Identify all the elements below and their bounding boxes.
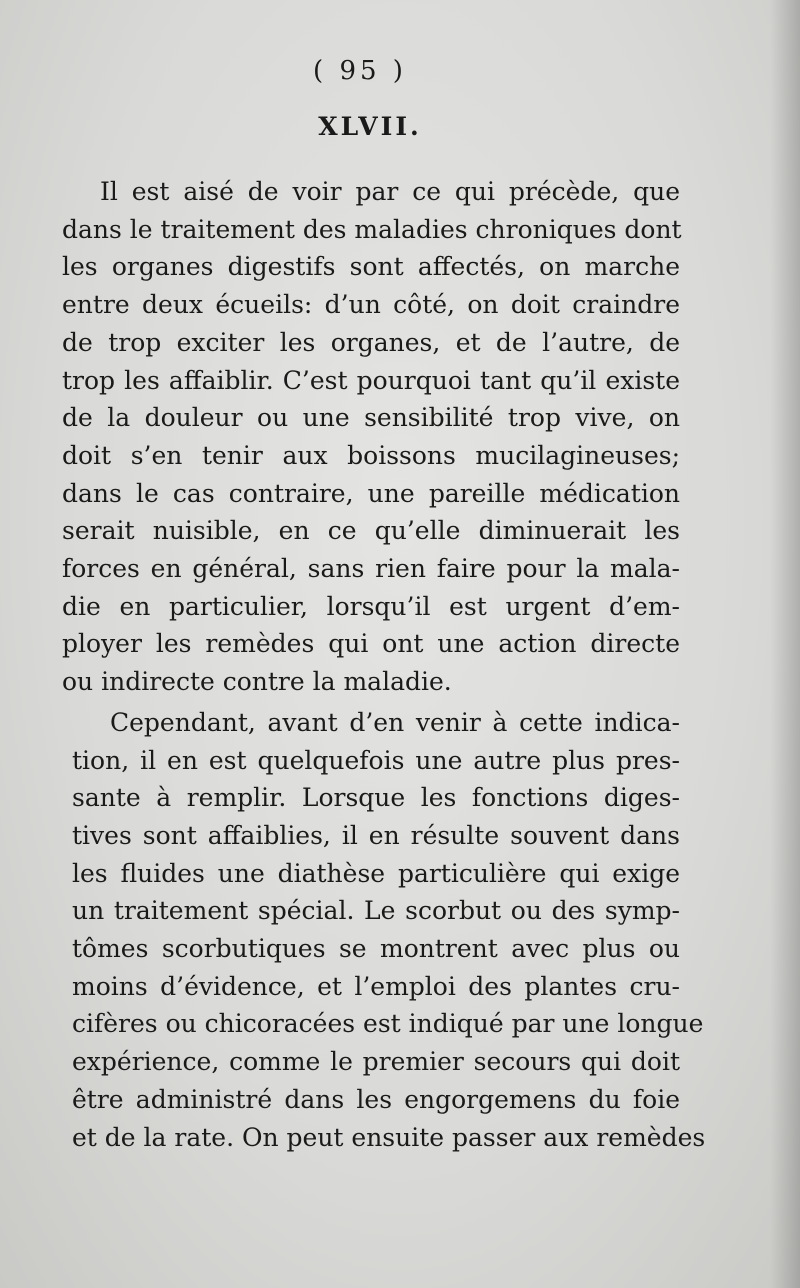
text-line: doit s’en tenir aux boissons mucilagineuses;	[62, 440, 680, 470]
text-line: être administré dans les engorgemens du foie	[72, 1084, 680, 1114]
text-line: serait nuisible, en ce qu’elle diminuerait les	[62, 516, 680, 546]
paragraph-2	[62, 704, 706, 1156]
body-text	[62, 173, 706, 1156]
text-line: dans le traitement des maladies chroniques dont	[62, 214, 682, 244]
text-line: ployer les remèdes qui ont une action directe	[62, 629, 680, 659]
text-line: trop les affaiblir. C’est pourquoi tant qu’il existe	[62, 365, 680, 395]
text-line: les organes digestifs sont affectés, on marche	[62, 252, 680, 282]
text-line: Il est aisé de voir par ce qui précède, que	[100, 177, 680, 206]
chapter-heading: XLVII.	[318, 112, 422, 141]
text-line: forces en général, sans rien faire pour la mala-	[62, 554, 680, 584]
text-line: de trop exciter les organes, et de l’autre, de	[62, 327, 680, 357]
text-line: un traitement spécial. Le scorbut ou des symp-	[72, 896, 680, 926]
text-line: et de la rate. On peut ensuite passer aux remèdes	[72, 1122, 706, 1152]
text-line: cifères ou chicoracées est indiqué par une longue	[72, 1009, 704, 1039]
text-line: tion, il en est quelquefois une autre plus pres-	[72, 745, 680, 775]
page-number: ( 95 )	[313, 56, 407, 86]
paragraph-1	[62, 173, 680, 701]
text-line: dans le cas contraire, une pareille médication	[62, 478, 680, 508]
text-line: les fluides une diathèse particulière qui exige	[72, 858, 680, 888]
text-line: moins d’évidence, et l’emploi des plantes cru-	[72, 971, 680, 1001]
text-line: de la douleur ou une sensibilité trop vive, on	[62, 403, 680, 433]
text-line: ou indirecte contre la maladie.	[62, 667, 452, 697]
text-line: expérience, comme le premier secours qui doit	[72, 1047, 680, 1077]
text-line: Cependant, avant d’en venir à cette indica-	[110, 707, 680, 737]
text-line: tômes scorbutiques se montrent avec plus ou	[72, 934, 680, 964]
text-line: sante à remplir. Lorsque les fonctions diges-	[72, 783, 680, 813]
text-line: die en particulier, lorsqu’il est urgent d’em-	[62, 591, 680, 621]
page-edge-shadow	[770, 0, 800, 1288]
text-line: entre deux écueils: d’un côté, on doit craindre	[62, 290, 680, 320]
text-line: tives sont affaiblies, il en résulte souvent dans	[72, 820, 680, 850]
